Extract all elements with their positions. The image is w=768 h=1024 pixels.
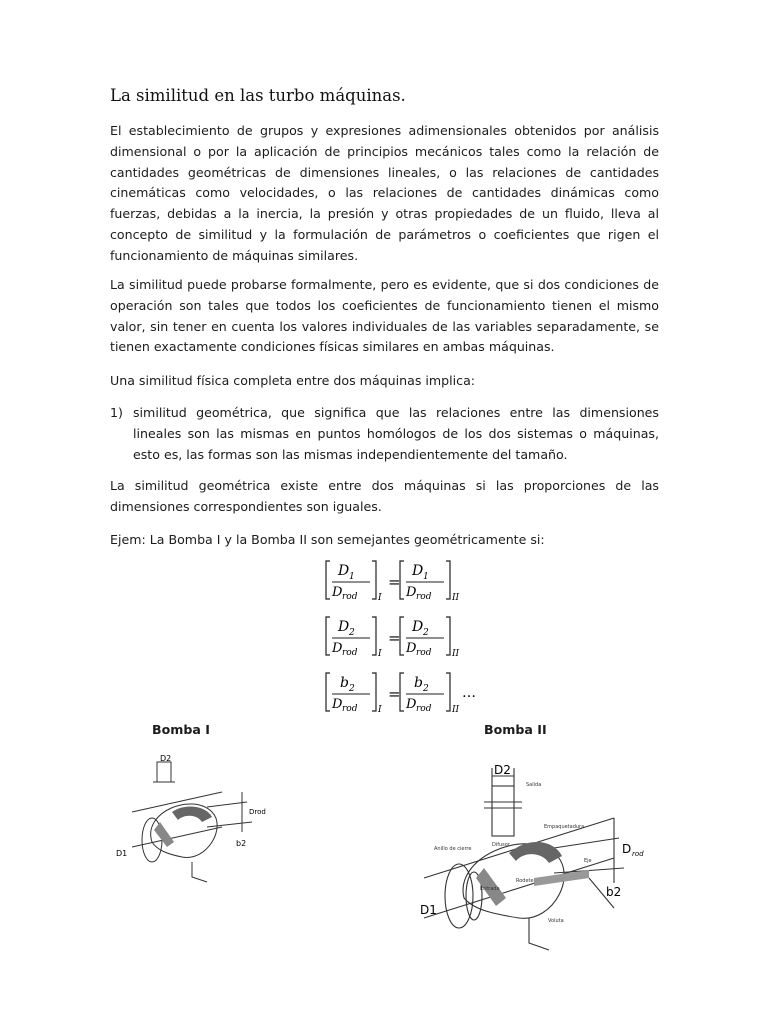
page-title: La similitud en las turbo máquinas. [110,86,406,105]
svg-text:Empaquetadura: Empaquetadura [544,824,585,830]
svg-text:rod: rod [342,648,358,658]
caption-bomba-2: Bomba II [484,722,547,737]
svg-text:D: D [338,619,350,635]
svg-text:rod: rod [416,592,432,602]
svg-text:D: D [406,585,417,600]
paragraph-ejemplo: Ejem: La Bomba I y la Bomba II son semejantes geométricamente si: [110,532,545,547]
svg-text:I: I [378,705,382,715]
pump-diagram-1 [112,752,272,892]
svg-text:D2: D2 [494,763,511,777]
svg-text:Salida: Salida [526,782,542,788]
svg-text:D: D [332,641,343,656]
svg-text:2: 2 [349,684,355,694]
equation-d1 [320,555,480,605]
svg-text:=: = [388,573,401,591]
svg-text:=: = [388,629,401,647]
svg-text:b2: b2 [606,885,622,899]
svg-text:rod: rod [342,704,358,714]
svg-text:Entrada: Entrada [480,886,500,892]
svg-text:Eje: Eje [584,858,592,864]
paragraph-geometrica: La similitud geométrica existe entre dos máquinas si las proporciones de las dimensiones correspondientes son iguales. [110,478,659,514]
svg-text:rod: rod [416,704,432,714]
svg-text:D: D [412,619,424,635]
svg-text:D1: D1 [116,849,128,858]
svg-text:1: 1 [423,572,429,582]
list-item-number: 1) [110,405,123,420]
svg-text:rod: rod [342,592,358,602]
svg-text:D: D [406,641,417,656]
caption-bomba-1: Bomba I [152,722,210,737]
svg-text:I: I [378,649,382,659]
svg-text:=: = [388,685,401,703]
svg-text:Drod: Drod [249,808,266,816]
svg-text:D1: D1 [420,903,437,917]
svg-text:D: D [406,697,417,712]
svg-text:b: b [414,675,423,691]
svg-text:Difusor: Difusor [492,842,510,848]
svg-text:rod: rod [416,648,432,658]
paragraph-similitud: La similitud puede probarse formalmente, pero es evidente, que si dos condiciones de operación son tales que todos los coeficientes de funcionamiento tienen el mismo valor, sin tener en cuenta los valores individuales de las variables separadamente, se tienen exactamente condiciones físicas similares en ambas máquinas. [110,277,659,355]
paragraph-intro: El establecimiento de grupos y expresiones adimensionales obtenidos por análisis dimensional o por la aplicación de principios mecánicos tales como la relación de cantidades geométricas de dimensiones lineales, o las relaciones de cantidades cinemáticas como velocidades, o las relaciones de cantidades dinámicas como fuerzas, debidas a la inercia, la presión y otras propiedades de un fluido, lleva al concepto de similitud y la formulación de parámetros o coeficientes que rigen el funcionamiento de máquinas similares. [110,123,659,263]
equation-b2 [320,667,480,717]
svg-text:II: II [452,649,460,659]
svg-text:D: D [332,697,343,712]
paragraph-implica: Una similitud física completa entre dos máquinas implica: [110,373,476,388]
svg-text:D: D [412,563,424,579]
svg-text:1: 1 [349,572,355,582]
svg-text:II: II [452,593,460,603]
svg-text:2: 2 [423,628,429,638]
svg-text:b: b [340,675,349,691]
svg-text:…: … [462,685,476,701]
svg-text:D: D [622,842,632,856]
svg-text:Anillo de cierre: Anillo de cierre [434,846,472,852]
list-item-text: similitud geométrica, que significa que las relaciones entre las dimensiones lineales son las mismas en puntos homólogos de los dos sistemas o máquinas, esto es, las formas son las mismas independientemente del tamaño. [133,405,659,462]
svg-text:b2: b2 [236,839,247,848]
svg-text:Rodete: Rodete [516,878,534,884]
svg-text:rod: rod [632,850,644,858]
pump-diagram-2 [414,758,664,958]
svg-text:Voluta: Voluta [548,918,564,924]
svg-text:D2: D2 [160,754,172,763]
svg-text:I: I [378,593,382,603]
equation-d2 [320,611,480,661]
svg-text:2: 2 [423,684,429,694]
svg-text:II: II [452,705,460,715]
svg-text:D: D [338,563,350,579]
svg-text:D: D [332,585,343,600]
svg-text:2: 2 [349,628,355,638]
